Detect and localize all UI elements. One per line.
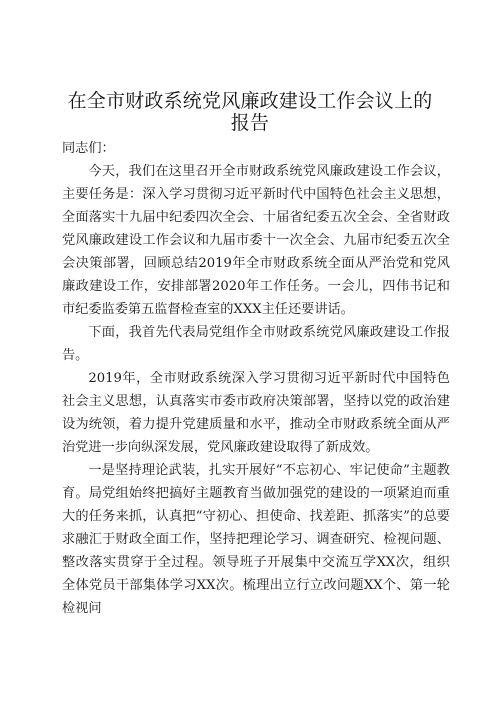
- paragraph: 下面，我首先代表局党组作全市财政系统党风廉政建设工作报告。: [62, 325, 450, 363]
- salutation: 同志们：: [62, 141, 115, 156]
- document-title: 在全市财政系统党风廉政建设工作会议上的报告: [67, 90, 433, 134]
- paragraph: 今天，我们在这里召开全市财政系统党风廉政建设工作会议，主要任务是：深入学习贯彻习近平新时代中国特色社会主义思想，全面落实十九届中纪委四次全会、十届省纪委五次全会、全省财政党风廉政建设工作会议和九届市委十一次全会、九届市纪委五次全会决策部署，回顾总结2019年全市财政系统全面从严治党和党风廉政建设工作，安排部署2020年工作任务。一会儿，四伟书记和市纪委监委第五监督检查室的XXX主任还要讲话。: [62, 164, 450, 317]
- document-body: [62, 137, 450, 620]
- paragraph: 一是坚持理论武装，扎实开展好“不忘初心、牢记使命”主题教育。局党组始终把搞好主题教育当做加强党的建设的一项紧迫而重大的任务来抓，认真把“守初心、担使命、找差距、抓落实”的总要求融汇于财政全面工作，坚持把理论学习、调查研究、检视问题、整改落实贯穿于全过程。领导班子开展集中交流互学XX次，组织全体党员干部集体学习XX次。梳理出立行立改问题XX个、第一轮检视问: [62, 463, 450, 616]
- paragraph: 2019年，全市财政系统深入学习贯彻习近平新时代中国特色社会主义思想，认真落实市委市政府决策部署，坚持以党的政治建设为统领，着力提升党建质量和水平，推动全市财政系统全面从严治党进一步向纵深发展，党风廉政建设取得了新成效。: [62, 371, 450, 455]
